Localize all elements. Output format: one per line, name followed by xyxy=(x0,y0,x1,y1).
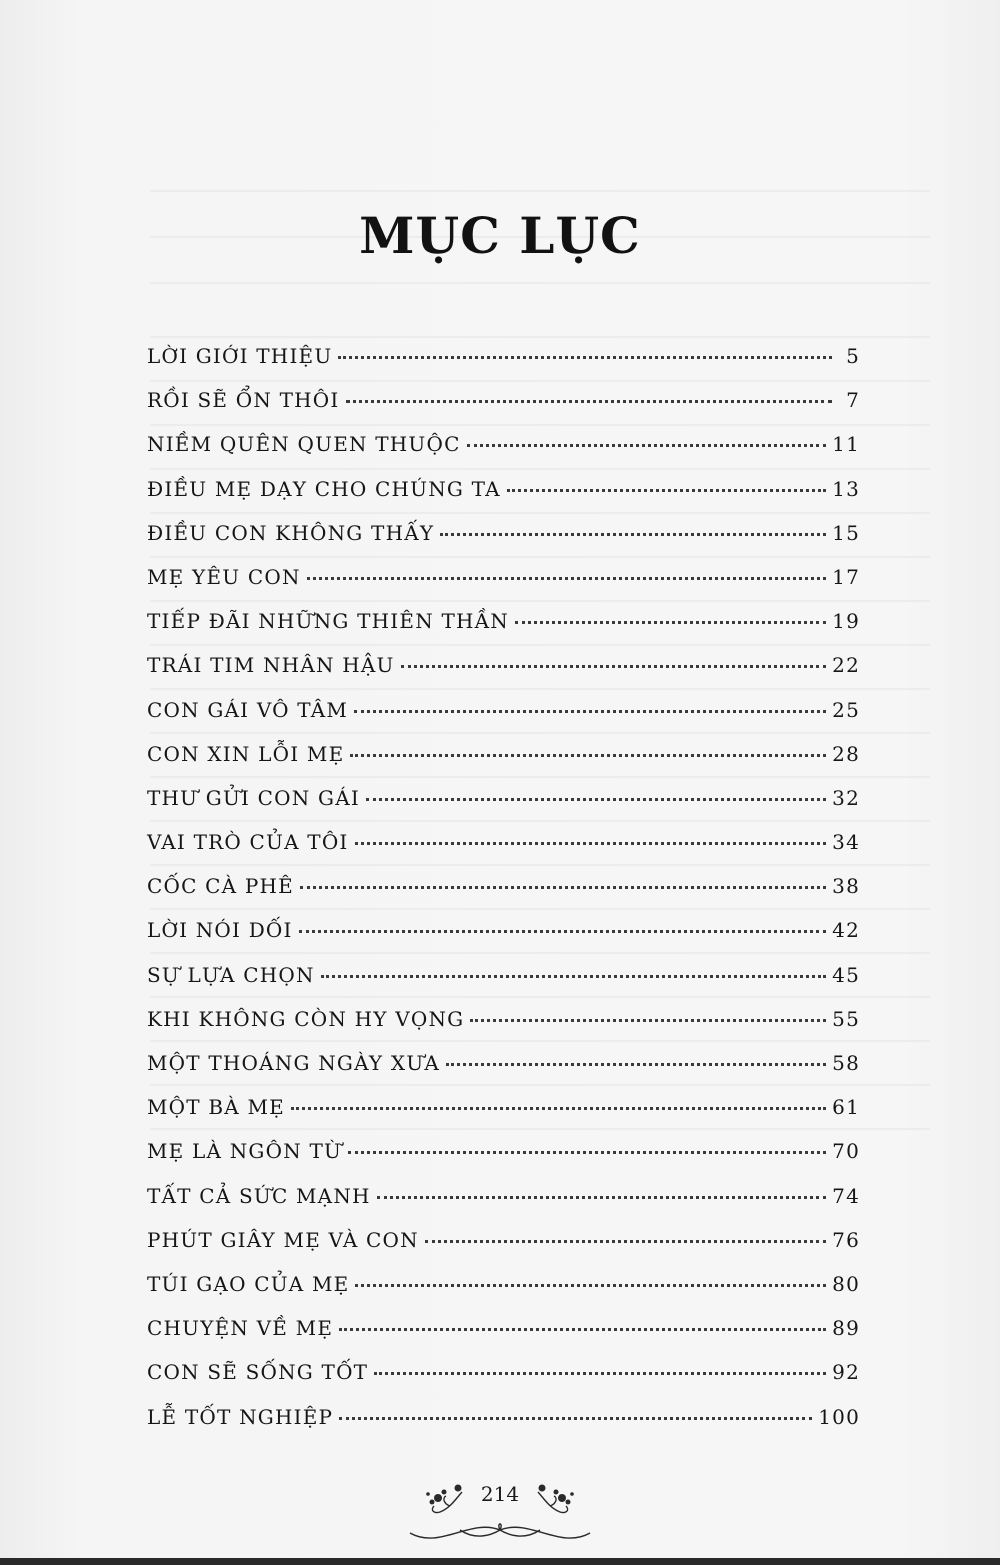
toc-entry-title: RỒI SẼ ỔN THÔI xyxy=(147,388,340,413)
dot-leader xyxy=(401,665,827,668)
dot-leader xyxy=(374,1372,826,1375)
toc-entry-page-number: 76 xyxy=(832,1227,860,1252)
toc-entry-title: ĐIỀU CON KHÔNG THẤY xyxy=(147,520,435,545)
toc-entry-page-number: 19 xyxy=(832,609,860,634)
dot-leader xyxy=(425,1240,826,1243)
toc-entry-title: MẸ YÊU CON xyxy=(147,564,301,589)
toc-entry-page-number: 11 xyxy=(832,432,860,457)
page-footer xyxy=(400,1478,600,1548)
toc-entry-title: CỐC CÀ PHÊ xyxy=(147,874,294,899)
toc-entry[interactable] xyxy=(147,918,860,962)
toc-entry-title: CON GÁI VÔ TÂM xyxy=(147,697,349,722)
dot-leader xyxy=(515,621,826,624)
dot-leader xyxy=(354,710,826,713)
toc-entry-page-number: 32 xyxy=(832,785,860,810)
dot-leader xyxy=(339,1417,812,1420)
toc-entry-title: LỜI NÓI DỐI xyxy=(147,918,293,943)
toc-entry-page-number: 92 xyxy=(832,1360,860,1385)
toc-entry-title: MẸ LÀ NGÔN TỪ xyxy=(147,1139,343,1164)
toc-entry-page-number: 28 xyxy=(832,741,860,766)
toc-entry[interactable] xyxy=(147,874,860,918)
toc-entry-page-number: 89 xyxy=(832,1316,860,1341)
toc-entry-page-number: 15 xyxy=(832,520,860,545)
toc-entry[interactable] xyxy=(147,1139,860,1183)
dot-leader xyxy=(307,577,826,580)
toc-entry[interactable] xyxy=(147,344,860,388)
toc-entry[interactable] xyxy=(147,698,860,742)
page-title: MỤC LỤC xyxy=(359,205,641,265)
dot-leader xyxy=(446,1063,826,1066)
toc-entry-page-number: 17 xyxy=(832,564,860,589)
toc-entry-page-number: 61 xyxy=(832,1095,860,1120)
toc-entry-page-number: 45 xyxy=(832,962,860,987)
toc-entry-page-number: 80 xyxy=(832,1271,860,1296)
scan-edge xyxy=(0,1558,1000,1565)
toc-entry[interactable] xyxy=(147,1405,860,1449)
toc-entry-page-number: 100 xyxy=(818,1404,860,1429)
toc-entry[interactable] xyxy=(147,1051,860,1095)
toc-entry-title: LỄ TỐT NGHIỆP xyxy=(147,1404,334,1429)
dot-leader xyxy=(339,1328,826,1331)
toc-entry[interactable] xyxy=(147,742,860,786)
dot-leader xyxy=(350,754,826,757)
toc-entry-title: PHÚT GIÂY MẸ VÀ CON xyxy=(147,1227,419,1252)
toc-entry-title: TIẾP ĐÃI NHỮNG THIÊN THẦN xyxy=(147,609,509,634)
toc-entry-page-number: 38 xyxy=(832,874,860,899)
toc-entry[interactable] xyxy=(147,1272,860,1316)
toc-entry[interactable] xyxy=(147,963,860,1007)
dot-leader xyxy=(467,444,827,447)
toc-entry-page-number: 55 xyxy=(832,1006,860,1031)
toc-entry-title: CON XIN LỖI MẸ xyxy=(147,741,345,766)
dot-leader xyxy=(346,400,832,403)
dot-leader xyxy=(355,842,827,845)
dot-leader xyxy=(377,1196,826,1199)
toc-entry-page-number: 22 xyxy=(832,653,860,678)
toc-entry-title: CON SẼ SỐNG TỐT xyxy=(147,1360,369,1385)
toc-entry[interactable] xyxy=(147,388,860,432)
table-of-contents xyxy=(147,344,860,1449)
toc-entry-page-number: 25 xyxy=(832,697,860,722)
toc-entry-title: TẤT CẢ SỨC MẠNH xyxy=(147,1183,371,1208)
toc-entry-title: MỘT THOÁNG NGÀY XƯA xyxy=(147,1051,441,1075)
toc-entry-page-number: 13 xyxy=(832,476,860,501)
toc-entry-title: TRÁI TIM NHÂN HẬU xyxy=(147,653,395,678)
toc-entry[interactable] xyxy=(147,1316,860,1360)
dot-leader xyxy=(355,1284,826,1287)
toc-entry[interactable] xyxy=(147,565,860,609)
dot-leader xyxy=(440,533,826,536)
toc-entry-title: NIỀM QUÊN QUEN THUỘC xyxy=(147,432,461,457)
toc-entry[interactable] xyxy=(147,432,860,476)
toc-entry-page-number: 74 xyxy=(832,1183,860,1208)
toc-entry[interactable] xyxy=(147,521,860,565)
toc-entry[interactable] xyxy=(147,1095,860,1139)
toc-entry-title: TÚI GẠO CỦA MẸ xyxy=(147,1271,350,1296)
toc-entry[interactable] xyxy=(147,1184,860,1228)
toc-entry-page-number: 7 xyxy=(846,388,860,413)
toc-entry-title: CHUYỆN VỀ MẸ xyxy=(147,1316,334,1341)
dot-leader xyxy=(507,489,826,492)
toc-entry-title: SỰ LỰA CHỌN xyxy=(147,962,315,987)
toc-entry-page-number: 42 xyxy=(832,918,860,943)
toc-entry-title: KHI KHÔNG CÒN HY VỌNG xyxy=(147,1006,465,1031)
toc-entry-title: MỘT BÀ MẸ xyxy=(147,1095,285,1120)
dot-leader xyxy=(348,1151,826,1154)
dot-leader xyxy=(321,975,826,978)
toc-entry[interactable] xyxy=(147,786,860,830)
dot-leader xyxy=(299,930,827,933)
dot-leader xyxy=(366,798,826,801)
toc-entry[interactable] xyxy=(147,609,860,653)
toc-entry-title: LỜI GIỚI THIỆU xyxy=(147,344,333,368)
toc-entry-page-number: 58 xyxy=(832,1051,860,1075)
dot-leader xyxy=(470,1019,826,1022)
dot-leader xyxy=(300,886,826,889)
page-number: 214 xyxy=(480,1482,520,1506)
toc-entry[interactable] xyxy=(147,1228,860,1272)
toc-entry[interactable] xyxy=(147,830,860,874)
dot-leader xyxy=(338,356,832,359)
toc-entry-page-number: 70 xyxy=(832,1139,860,1164)
toc-entry-title: THƯ GỬI CON GÁI xyxy=(147,785,360,810)
toc-entry-page-number: 5 xyxy=(846,344,860,368)
toc-entry-title: ĐIỀU MẸ DẠY CHO CHÚNG TA xyxy=(147,476,501,501)
toc-entry-page-number: 34 xyxy=(832,830,860,855)
dot-leader xyxy=(291,1107,826,1110)
toc-entry[interactable] xyxy=(147,1360,860,1404)
toc-entry[interactable] xyxy=(147,1007,860,1051)
toc-entry-title: VAI TRÒ CỦA TÔI xyxy=(147,830,349,855)
toc-entry[interactable] xyxy=(147,477,860,521)
toc-entry[interactable] xyxy=(147,653,860,697)
